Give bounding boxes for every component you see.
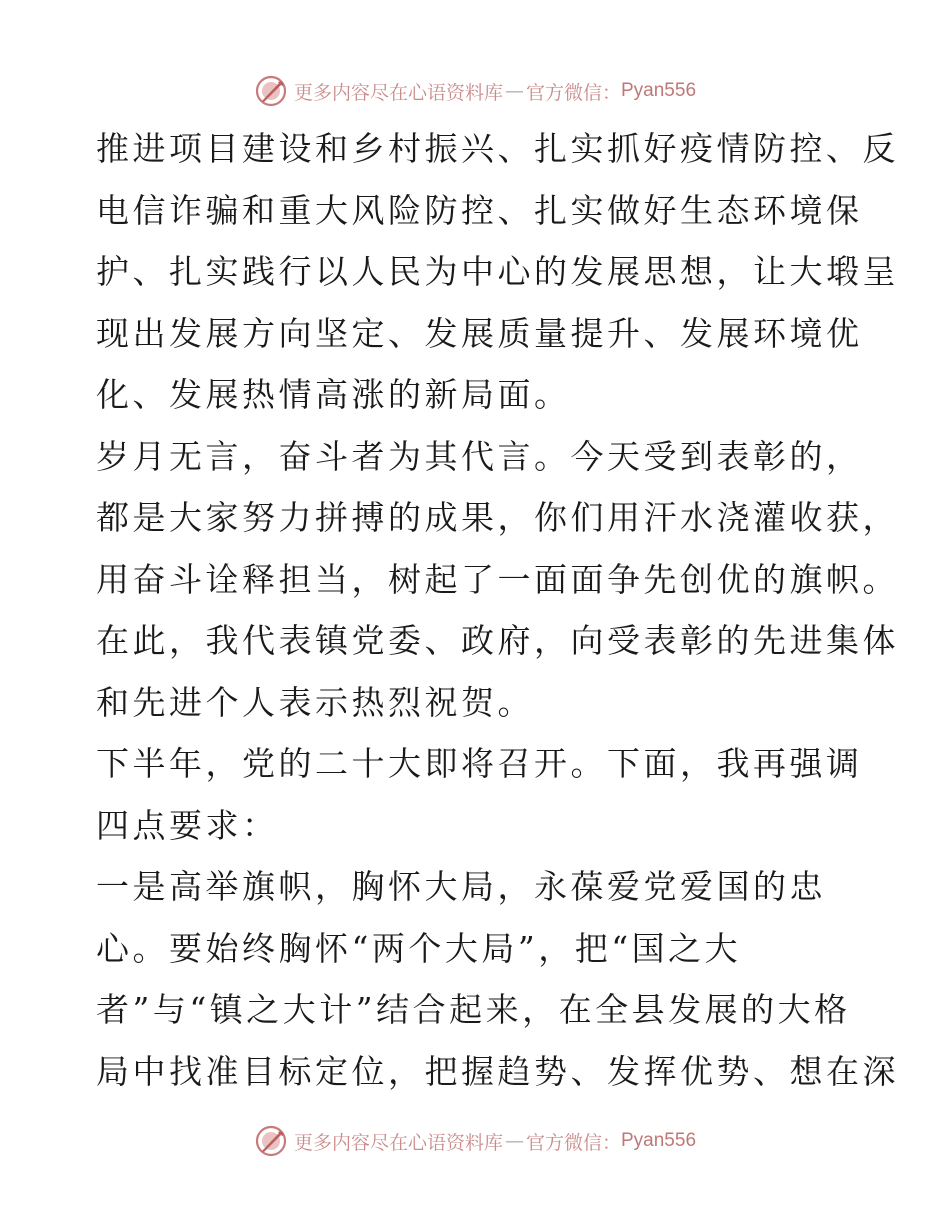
watermark-separator: — [504, 80, 524, 102]
watermark-header [0, 71, 950, 111]
watermark-main-text: 更多内容尽在心语资料库 [293, 81, 503, 104]
watermark-wechat-label: 官方微信： [525, 1131, 621, 1154]
paragraph [96, 733, 863, 856]
watermark-main-text: 更多内容尽在心语资料库 [293, 1131, 503, 1154]
text-line: 下半年，党的二十大即将召开。下面，我再强调 [96, 744, 863, 783]
text-line: 化、发展热情高涨的新局面。 [96, 375, 571, 414]
paragraph [96, 426, 899, 734]
text-line: 用奋斗诠释担当，树起了一面面争先创优的旗帜。 [96, 559, 899, 599]
text-line: 岁月无言，奋斗者为其代言。今天受到表彰的， [96, 436, 863, 476]
paragraph [96, 118, 899, 426]
watermark-wechat-id: Pyan556 [621, 80, 697, 101]
paragraph [96, 856, 899, 1102]
text-line: 和先进个人表示热烈祝贺。 [96, 682, 534, 722]
text-line: 在此，我代表镇党委、政府，向受表彰的先进集体 [96, 621, 899, 660]
text-line: 护、扎实践行以人民为中心的发展思想，让大塅呈 [96, 252, 899, 291]
text-line: 心。要始终胸怀“两个大局”，把“国之大 [96, 928, 742, 968]
text-line: 者”与“镇之大计”结合起来，在全县发展的大格 [96, 990, 851, 1029]
watermark-wechat-label: 官方微信： [525, 81, 621, 104]
quill-seal-icon [254, 74, 288, 108]
watermark-wechat-id: Pyan556 [621, 1130, 697, 1151]
watermark-separator: — [504, 1130, 524, 1152]
text-line: 一是高举旗帜，胸怀大局，永葆爱党爱国的忠 [96, 867, 826, 906]
text-line: 推进项目建设和乡村振兴、扎实抓好疫情防控、反 [96, 129, 899, 168]
watermark-footer [0, 1121, 950, 1161]
text-line: 局中找准目标定位，把握趋势、发挥优势、想在深 [96, 1051, 899, 1091]
text-line: 都是大家努力拼搏的成果，你们用汗水浇灌收获， [96, 498, 899, 537]
quill-seal-icon [254, 1124, 288, 1158]
document-body [96, 118, 899, 1102]
text-line: 四点要求： [96, 805, 279, 845]
text-line: 现出发展方向坚定、发展质量提升、发展环境优 [96, 313, 863, 353]
text-line: 电信诈骗和重大风险防控、扎实做好生态环境保 [96, 190, 863, 230]
